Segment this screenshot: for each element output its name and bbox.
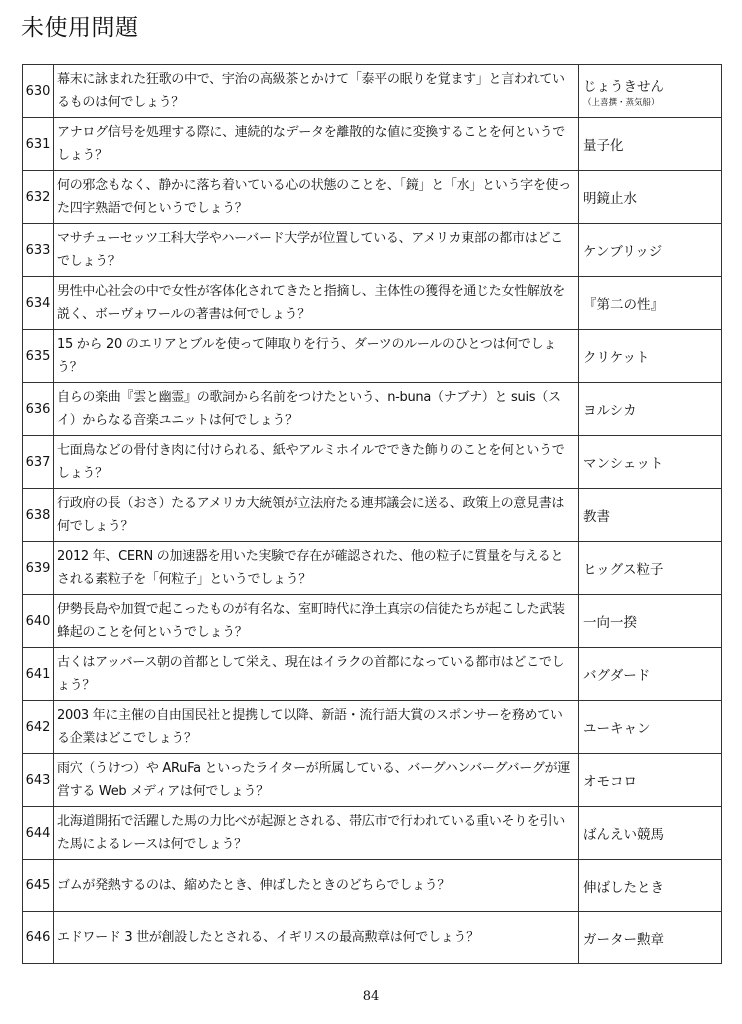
question-number: 643	[23, 754, 54, 807]
table-row	[23, 595, 722, 648]
table-row	[23, 754, 722, 807]
answer-text: ヒッグス粒子	[579, 542, 722, 595]
question-number: 645	[23, 860, 54, 912]
question-table	[22, 64, 722, 964]
table-row	[23, 383, 722, 436]
answer-text: オモコロ	[579, 754, 722, 807]
answer-text: 教書	[579, 489, 722, 542]
question-text: ゴムが発熱するのは、縮めたとき、伸ばしたときのどちらでしょう？	[54, 860, 579, 912]
table-row	[23, 807, 722, 860]
question-number: 644	[23, 807, 54, 860]
question-number: 639	[23, 542, 54, 595]
table-row	[23, 912, 722, 964]
question-number: 640	[23, 595, 54, 648]
table-row	[23, 489, 722, 542]
answer-text: ばんえい競馬	[579, 807, 722, 860]
answer-text: バグダード	[579, 648, 722, 701]
page-title: 未使用問題	[21, 15, 139, 41]
answer-text: ユーキャン	[579, 701, 722, 754]
answer-text: 一向一揆	[579, 595, 722, 648]
answer-cell	[579, 65, 722, 118]
question-text: 北海道開拓で活躍した馬の力比べが起源とされる、帯広市で行われている重いそりを引いた馬によるレースは何でしょう？	[54, 807, 579, 860]
table-row	[23, 171, 722, 224]
question-text: 2012 年、CERN の加速器を用いた実験で存在が確認された、他の粒子に質量を与えるとされる素粒子を「何粒子」というでしょう？	[54, 542, 579, 595]
answer-text: 量子化	[579, 118, 722, 171]
question-text: 2003 年に主催の自由国民社と提携して以降、新語・流行語大賞のスポンサーを務めている企業はどこでしょう？	[54, 701, 579, 754]
question-text: 15 から 20 のエリアとブルを使って陣取りを行う、ダーツのルールのひとつは何でしょう？	[54, 330, 579, 383]
question-number: 642	[23, 701, 54, 754]
answer-text: 伸ばしたとき	[579, 860, 722, 912]
question-number: 637	[23, 436, 54, 489]
table-row	[23, 330, 722, 383]
question-number: 630	[23, 65, 54, 118]
question-text: エドワード 3 世が創設したとされる、イギリスの最高勲章は何でしょう？	[54, 912, 579, 964]
question-text: 何の邪念もなく、静かに落ち着いている心の状態のことを、「鏡」と「水」という字を使った四字熟語で何というでしょう？	[54, 171, 579, 224]
table-row	[23, 436, 722, 489]
answer-text: ガーター勲章	[579, 912, 722, 964]
question-text: アナログ信号を処理する際に、連続的なデータを離散的な値に変換することを何というでしょう？	[54, 118, 579, 171]
question-number: 634	[23, 277, 54, 330]
question-number: 631	[23, 118, 54, 171]
question-number: 633	[23, 224, 54, 277]
answer-text: じょうきせん	[583, 78, 664, 95]
answer-text: ケンブリッジ	[579, 224, 722, 277]
answer-text: ヨルシカ	[579, 383, 722, 436]
question-number: 632	[23, 171, 54, 224]
table-row	[23, 65, 722, 118]
table-row	[23, 277, 722, 330]
question-text: 伊勢長島や加賀で起こったものが有名な、室町時代に浄土真宗の信徒たちが起こした武装蜂起のことを何というでしょう？	[54, 595, 579, 648]
question-number: 638	[23, 489, 54, 542]
answer-text: 『第二の性』	[579, 277, 722, 330]
question-text: 男性中心社会の中で女性が客体化されてきたと指摘し、主体性の獲得を通じた女性解放を説く、ボーヴォワールの著書は何でしょう？	[54, 277, 579, 330]
question-number: 646	[23, 912, 54, 964]
table-row	[23, 224, 722, 277]
answer-text: クリケット	[579, 330, 722, 383]
question-text: マサチューセッツ工科大学やハーバード大学が位置している、アメリカ東部の都市はどこでしょう？	[54, 224, 579, 277]
table-row	[23, 648, 722, 701]
question-number: 636	[23, 383, 54, 436]
question-text: 雨穴（うけつ）や ARuFa といったライターが所属している、バーグハンバーグバーグが運営する Web メディアは何でしょう？	[54, 754, 579, 807]
page-number: 84	[362, 989, 380, 1004]
question-text: 行政府の長（おさ）たるアメリカ大統領が立法府たる連邦議会に送る、政策上の意見書は何でしょう？	[54, 489, 579, 542]
question-number: 641	[23, 648, 54, 701]
table-row	[23, 118, 722, 171]
answer-note: （上喜撰・蒸気船）	[583, 97, 660, 108]
answer-text: マンシェット	[579, 436, 722, 489]
table-row	[23, 542, 722, 595]
question-text: 自らの楽曲『雲と幽霊』の歌詞から名前をつけたという、n-buna（ナブナ）と suis（スイ）からなる音楽ユニットは何でしょう？	[54, 383, 579, 436]
question-text: 古くはアッバース朝の首都として栄え、現在はイラクの首都になっている都市はどこでしょう？	[54, 648, 579, 701]
question-text: 幕末に詠まれた狂歌の中で、宇治の高級茶とかけて「泰平の眠りを覚ます」と言われているものは何でしょう？	[54, 65, 579, 118]
answer-text: 明鏡止水	[579, 171, 722, 224]
question-number: 635	[23, 330, 54, 383]
table-row	[23, 701, 722, 754]
table-row	[23, 860, 722, 912]
question-text: 七面鳥などの骨付き肉に付けられる、紙やアルミホイルでできた飾りのことを何というでしょう？	[54, 436, 579, 489]
